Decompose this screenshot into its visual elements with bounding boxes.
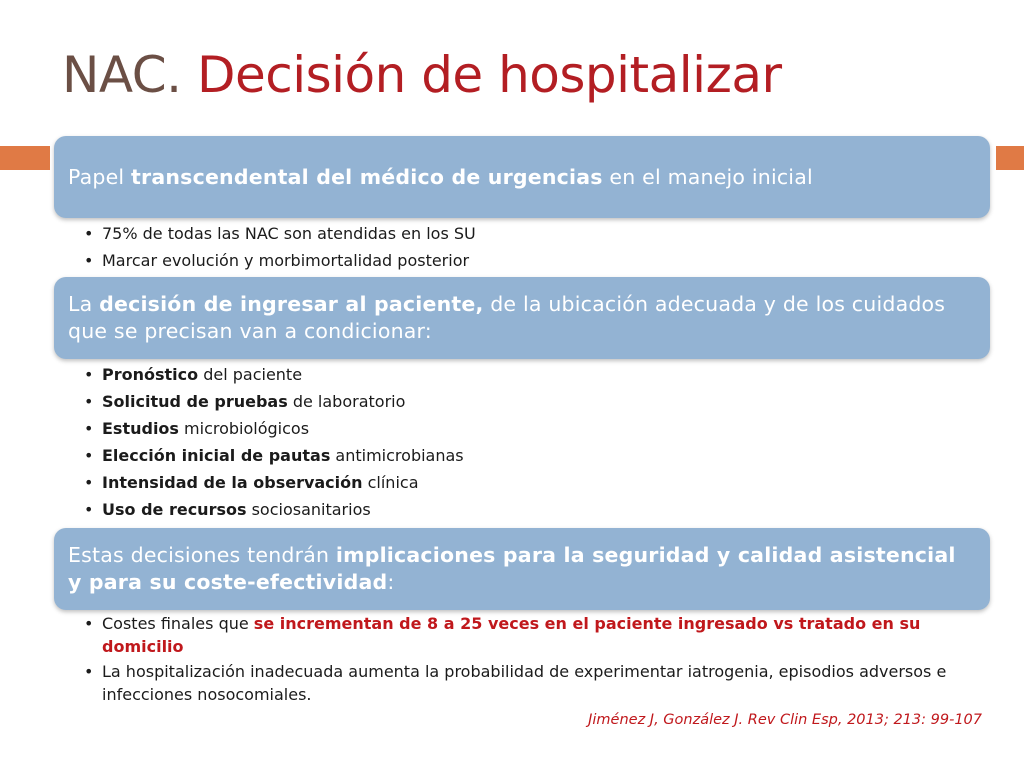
bullet-icon: • <box>84 419 94 438</box>
section-2-heading-post: de la ubicación adecuada y de los cuidados que se precisan van a condicionar: <box>68 292 946 343</box>
bullet-text: Marcar evolución y morbimortalidad posterior <box>102 251 470 270</box>
bullet-bold: Estudios <box>102 419 179 438</box>
section-3-bullet-list <box>82 612 982 708</box>
bullet-icon: • <box>84 473 94 492</box>
bullet-icon: • <box>84 500 94 519</box>
decorative-bar-right <box>996 146 1024 170</box>
list-item <box>82 469 464 496</box>
list-item <box>82 442 464 469</box>
bullet-bold: Uso de recursos <box>102 500 247 519</box>
section-2-heading-box <box>54 277 990 359</box>
bullet-icon: • <box>84 251 94 270</box>
bullet-bold: Intensidad de la observación <box>102 473 363 492</box>
section-1-heading-post: en el manejo inicial <box>602 164 813 189</box>
section-3-heading-post: : <box>387 570 395 594</box>
bullet-text: antimicrobianas <box>330 446 464 465</box>
bullet-text: sociosanitarios <box>246 500 371 519</box>
list-item <box>82 415 464 442</box>
bullet-icon: • <box>84 392 94 411</box>
section-1-bullet-list <box>82 220 476 274</box>
bullet-text: Costes finales que <box>102 614 254 633</box>
slide-title <box>62 40 782 110</box>
bullet-text: microbiológicos <box>178 419 310 438</box>
list-item <box>82 361 464 388</box>
section-1-heading-pre: Papel <box>68 164 132 189</box>
bullet-text: de laboratorio <box>287 392 406 411</box>
bullet-text: La hospitalización inadecuada aumenta la probabilidad de experimentar iatrogenia, episodios adversos e infecciones nosocomiales. <box>102 662 947 704</box>
section-2-bullet-list <box>82 361 464 523</box>
list-item <box>82 612 982 658</box>
decorative-bar-left <box>0 146 50 170</box>
list-item <box>82 247 476 274</box>
bullet-icon: • <box>84 446 94 465</box>
bullet-text: del paciente <box>198 365 303 384</box>
bullet-icon: • <box>84 614 94 633</box>
title-accent: Decisión de hospitalizar <box>196 46 782 104</box>
bullet-icon: • <box>84 662 94 681</box>
section-1-heading <box>68 164 813 191</box>
bullet-icon: • <box>84 224 94 243</box>
bullet-bold: Pronóstico <box>102 365 199 384</box>
section-3-heading <box>68 542 976 596</box>
list-item <box>82 220 476 247</box>
citation: Jiménez J, González J. Rev Clin Esp, 2013; 213: 99-107 <box>588 712 982 728</box>
bullet-text: 75% de todas las NAC son atendidas en los SU <box>102 224 476 243</box>
bullet-bold: Elección inicial de pautas <box>102 446 331 465</box>
section-1-heading-bold: transcendental del médico de urgencias <box>131 164 603 189</box>
list-item <box>82 496 464 523</box>
section-2-heading-pre: La <box>68 292 100 316</box>
bullet-icon: • <box>84 365 94 384</box>
list-item <box>82 388 464 415</box>
section-3-heading-pre: Estas decisiones tendrán <box>68 543 336 567</box>
section-3-heading-bold: implicaciones para la seguridad y calidad asistencial y para su coste-efectividad <box>68 543 956 594</box>
title-prefix: NAC. <box>62 46 197 104</box>
list-item <box>82 660 982 706</box>
section-2-heading-bold: decisión de ingresar al paciente, <box>99 292 484 316</box>
bullet-highlight: se incrementan de 8 a 25 veces en el paciente ingresado vs tratado en su domicilio <box>102 614 921 656</box>
section-3-heading-box <box>54 528 990 610</box>
section-2-heading <box>68 291 976 345</box>
bullet-text: clínica <box>362 473 419 492</box>
bullet-bold: Solicitud de pruebas <box>102 392 288 411</box>
section-1-heading-box <box>54 136 990 218</box>
